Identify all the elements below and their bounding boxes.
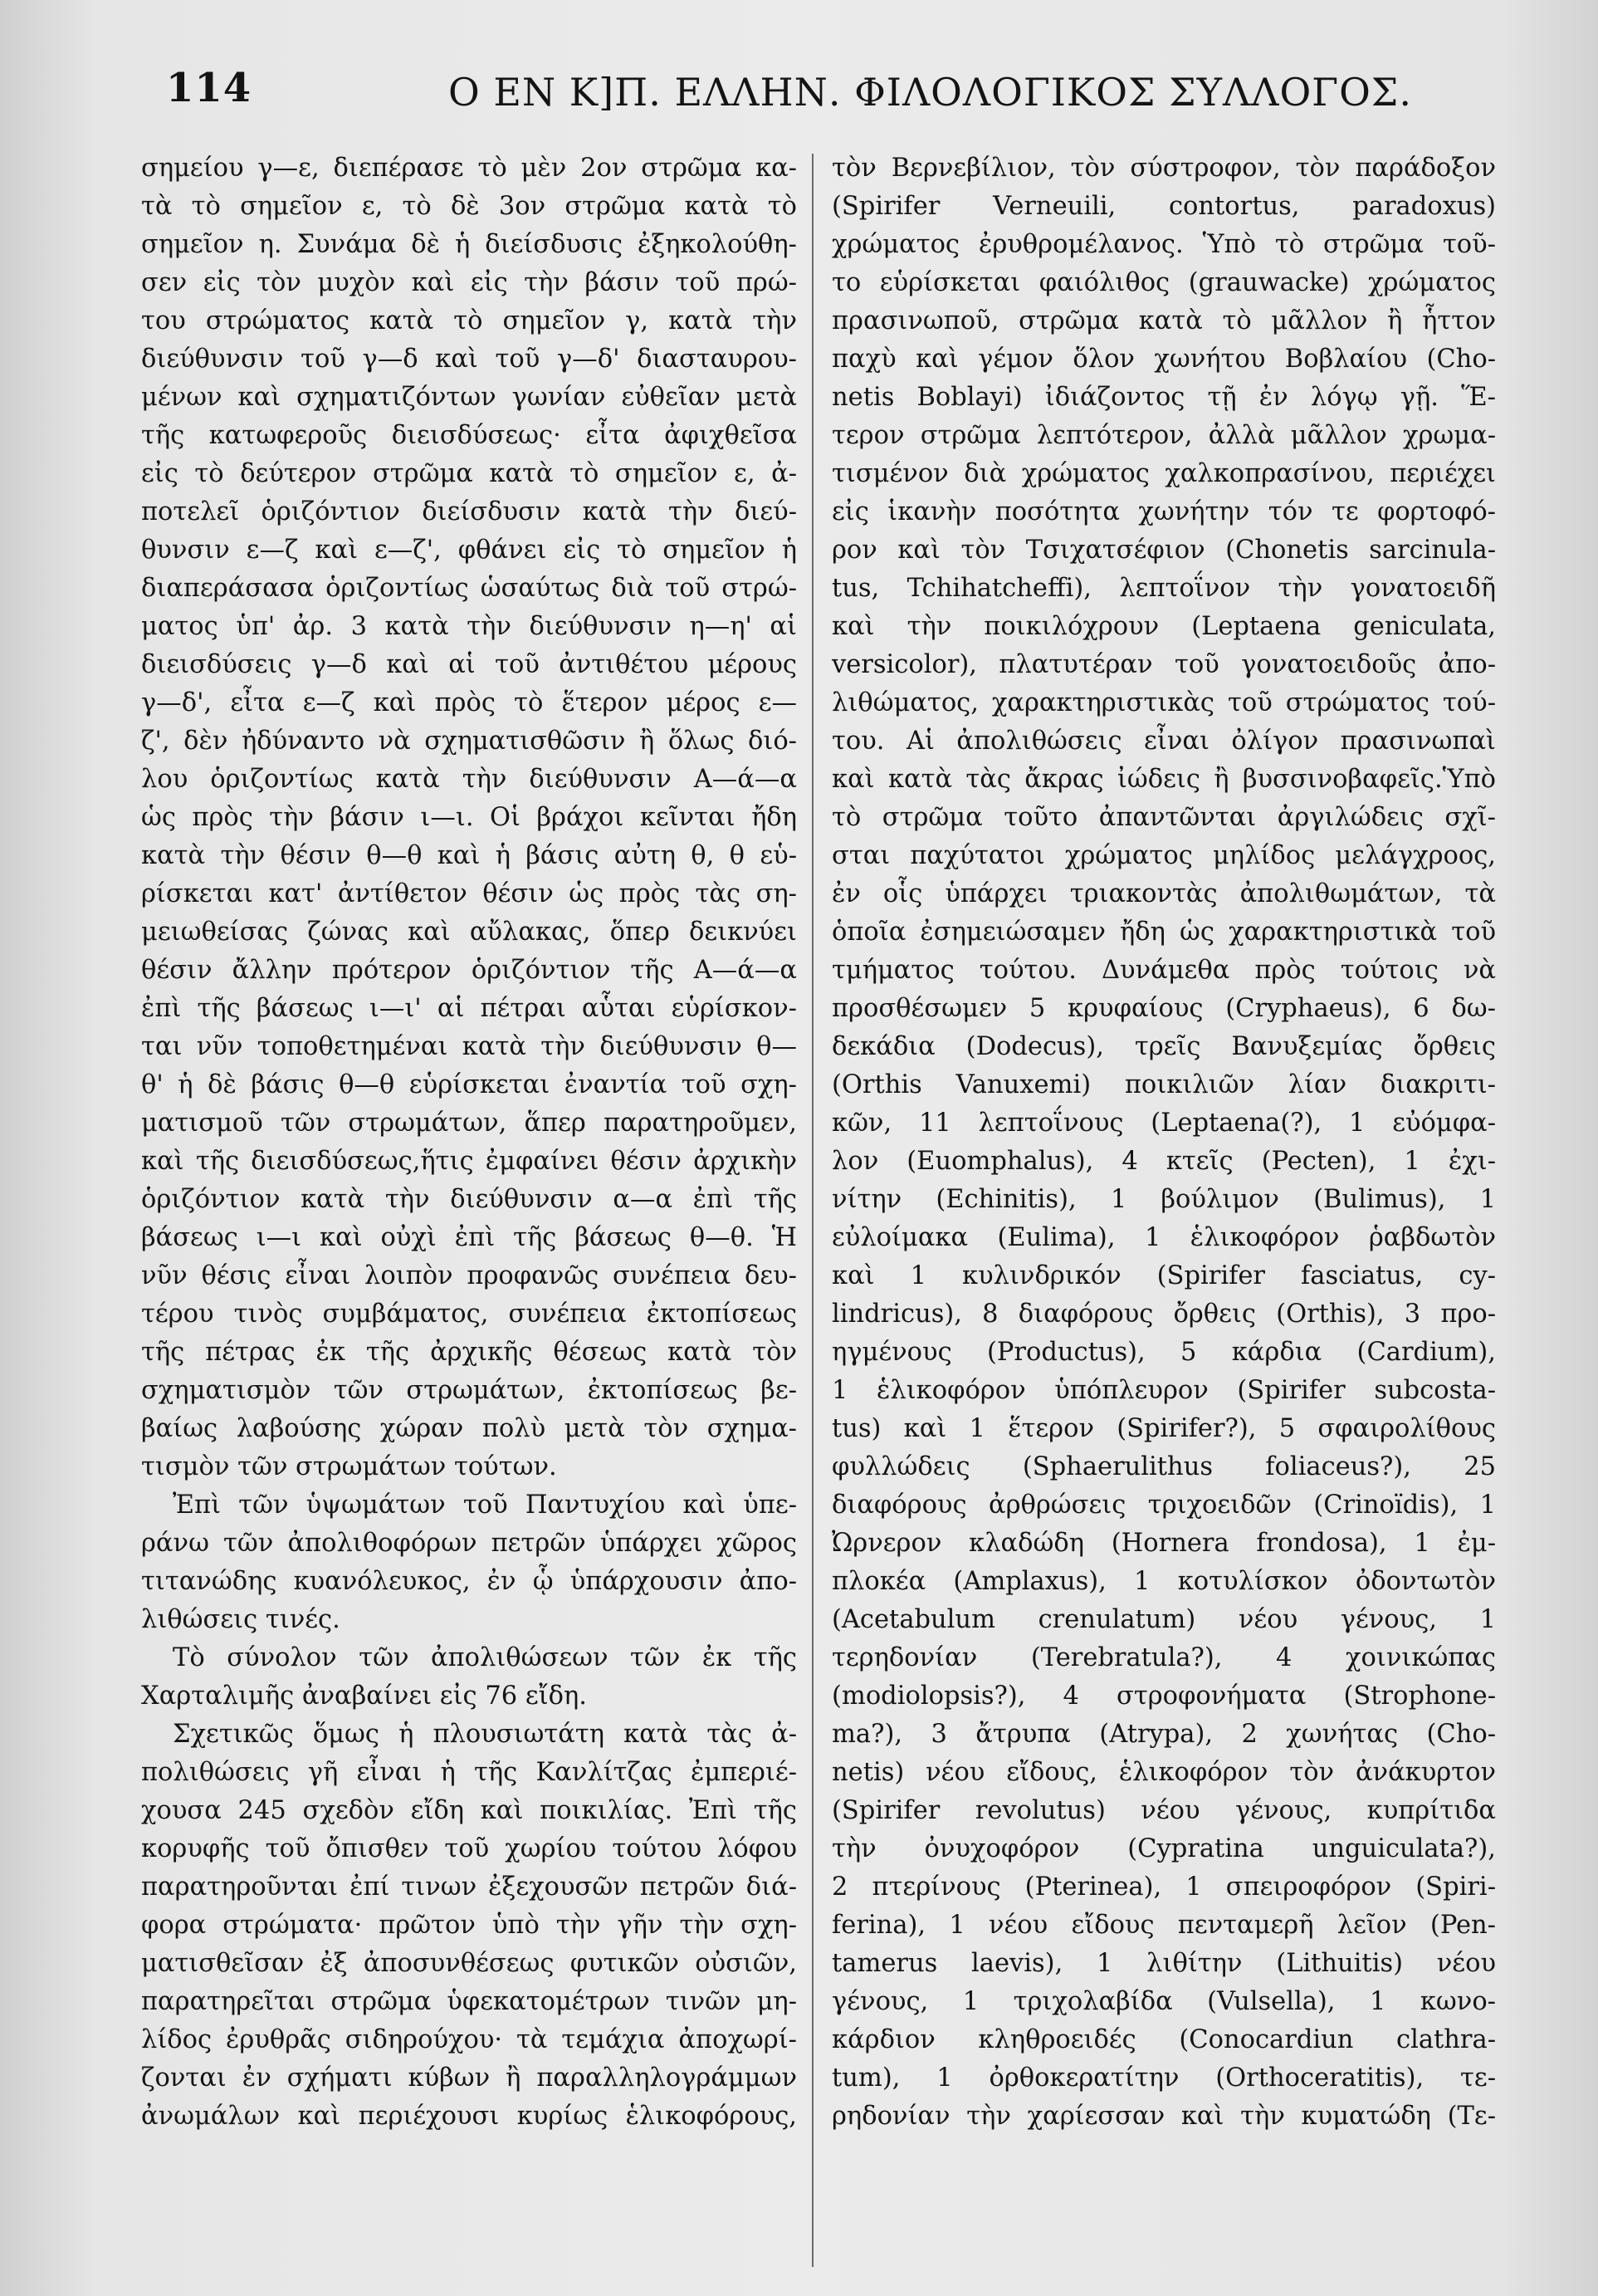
text-line: Τὸ σύνολον τῶν ἀπολιθώσεων τῶν ἐκ τῆς bbox=[173, 1643, 797, 1672]
text-line: ρίσκεται κατ' ἀντίθετον θέσιν ὡς πρὸς τὰς ση- bbox=[141, 879, 797, 908]
text-line: ποτελεῖ ὁριζόντιον διείσδυσιν κατὰ τὴν διεύ- bbox=[141, 497, 797, 526]
text-line: (modiolopsis?), 4 στροφονήματα (Strophone- bbox=[832, 1682, 1496, 1711]
text-line: νίτην (Echinitis), 1 βούλιμον (Bulimus), 1 bbox=[832, 1185, 1496, 1214]
text-line: γένους, 1 τριχολαβίδα (Vulsella), 1 κωνο- bbox=[832, 1987, 1496, 2016]
text-line: ματος ὑπ' ἀρ. 3 κατὰ τὴν διεύθυνσιν η—η' αἱ bbox=[141, 612, 797, 641]
text-line: tus) καὶ 1 ἕτερον (Spirifer?), 5 σφαιρολίθους bbox=[832, 1414, 1496, 1443]
text-line: καὶ τὴν ποικιλόχρουν (Leptaena geniculata, bbox=[832, 612, 1496, 641]
text-line: φορα στρώματα· πρῶτον ὑπὸ τὴν γῆν τὴν σχη- bbox=[141, 1911, 797, 1940]
text-line: δεκάδια (Dodecus), τρεῖς Βανυξεμίας ὄρθεις bbox=[832, 1032, 1496, 1061]
text-line: (Spirifer revolutus) νέου γένους, κυπρίτιδα bbox=[832, 1796, 1496, 1825]
text-line: σημεῖον η. Συνάμα δὲ ἡ διείσδυσις ἐξηκολούθη- bbox=[141, 230, 797, 259]
text-line: ὁποῖα ἐσημειώσαμεν ἤδη ὡς χαρακτηριστικὰ τοῦ bbox=[832, 918, 1496, 947]
text-line: παρατηροῦνται ἐπί τινων ἐξεχουσῶν πετρῶν διά- bbox=[141, 1873, 797, 1902]
text-line: εἰς ἱκανὴν ποσότητα χωνήτην τόν τε φορτοφό- bbox=[832, 497, 1496, 526]
text-line: μειωθείσας ζώνας καὶ αὔλακας, ὅπερ δεικνύει bbox=[141, 918, 797, 947]
text-line: βαίως λαβούσης χώραν πολὺ μετὰ τὸν σχημα- bbox=[141, 1414, 797, 1443]
text-line: ὁριζόντιον κατὰ τὴν διεύθυνσιν α—α ἐπὶ τῆς bbox=[141, 1185, 797, 1214]
left-text-column bbox=[141, 149, 797, 2136]
text-line: βάσεως ι—ι καὶ οὐχὶ ἐπὶ τῆς βάσεως θ—θ. Ἡ bbox=[141, 1223, 797, 1252]
text-line: σται παχύτατοι χρώματος μηλίδος μελάγχροος, bbox=[832, 841, 1496, 870]
text-line: κάρδιον κληθροειδές (Conocardiun clathra- bbox=[832, 2025, 1496, 2054]
text-line: μένων καὶ σχηματιζόντων γωνίαν εὐθεῖαν μετὰ bbox=[141, 383, 797, 412]
text-line: χρώματος ἐρυθρομέλανος. Ὑπὸ τὸ στρῶμα τοῦ- bbox=[832, 230, 1496, 259]
text-line: θυνσιν ε—ζ καὶ ε—ζ', φθάνει εἰς τὸ σημεῖον ἡ bbox=[141, 536, 797, 565]
text-line: Ἐπὶ τῶν ὑψωμάτων τοῦ Παντυχίου καὶ ὑπε- bbox=[173, 1491, 797, 1520]
text-line: καὶ τῆς διεισδύσεως,ἥτις ἐμφαίνει θέσιν ἀρχικὴν bbox=[141, 1147, 797, 1176]
text-line: κατὰ τὴν θέσιν θ—θ καὶ ἡ βάσις αὐτη θ, θ εὑ- bbox=[141, 841, 797, 870]
text-line: τὴν ὀνυχοφόρον (Cypratina unguiculata?), bbox=[832, 1834, 1496, 1863]
text-line: τῆς κατωφεροῦς διεισδύσεως· εἶτα ἀφιχθεῖσα bbox=[141, 421, 797, 450]
text-line: λιθώσεις τινές. bbox=[141, 1605, 340, 1634]
text-line: ματισθεῖσαν ἐξ ἀποσυνθέσεως φυτικῶν οὐσιῶν, bbox=[141, 1949, 797, 1978]
text-line: λιθώματος, χαρακτηριστικὰς τοῦ στρώματος τού- bbox=[832, 688, 1496, 717]
text-line: tum), 1 ὀρθοκερατίτην (Orthoceratitis), τε- bbox=[832, 2063, 1496, 2093]
text-line: διεύθυνσιν τοῦ γ—δ καὶ τοῦ γ—δ' διασταυρου- bbox=[141, 345, 797, 374]
text-line: τιτανώδης κυανόλευκος, ἐν ᾧ ὑπάρχουσιν ἀπο- bbox=[141, 1567, 797, 1596]
text-line: προσθέσωμεν 5 κρυφαίους (Cryphaeus), 6 δω- bbox=[832, 994, 1496, 1023]
text-line: netis) νέου εἴδους, ἑλικοφόρον τὸν ἀνάκυρτον bbox=[832, 1758, 1496, 1787]
text-line: του. Αἱ ἀπολιθώσεις εἶναι ὀλίγον πρασινωπαὶ bbox=[832, 727, 1496, 756]
text-line: διαπεράσασα ὁριζοντίως ὡσαύτως διὰ τοῦ στρώ- bbox=[141, 574, 797, 603]
text-line: σημείου γ—ε, διεπέρασε τὸ μὲν 2ον στρῶμα κα- bbox=[141, 154, 797, 183]
text-line: ὡς πρὸς τὴν βάσιν ι—ι. Οἱ βράχοι κεῖνται ἤδη bbox=[141, 803, 797, 832]
text-line: (Spirifer Verneuili, contortus, paradoxus) bbox=[832, 192, 1496, 221]
text-line: εἰς τὸ δεύτερον στρῶμα κατὰ τὸ σημεῖον ε, ἀ- bbox=[141, 459, 797, 488]
running-title: Ο ΕΝ Κ]Π. ΕΛΛΗΝ. ΦΙΛΟΛΟΓΙΚΟΣ ΣΥΛΛΟΓΟΣ. bbox=[448, 70, 1412, 115]
text-line: εὐλοίμακα (Eulima), 1 ἑλικοφόρον ῥαβδωτὸν bbox=[832, 1223, 1496, 1252]
text-line: Σχετικῶς ὅμως ἡ πλουσιωτάτη κατὰ τὰς ἀ- bbox=[173, 1720, 797, 1749]
text-line: tamerus laevis), 1 λιθίτην (Lithuitis) νέου bbox=[832, 1949, 1496, 1978]
text-line: φυλλώδεις (Sphaerulithus foliaceus?), 25 bbox=[832, 1452, 1496, 1481]
text-line: Ὠρνερον κλαδώδη (Hornera frondosa), 1 ἐμ- bbox=[832, 1529, 1496, 1558]
text-line: τέρου τινὸς συμβάματος, συνέπεια ἐκτοπίσεως bbox=[141, 1300, 797, 1329]
text-line: ται νῦν τοποθετημέναι κατὰ τὴν διεύθυνσιν θ— bbox=[141, 1032, 797, 1061]
column-divider bbox=[812, 154, 814, 2267]
text-line: θ' ἡ δὲ βάσις θ—θ εὑρίσκεται ἐναντία τοῦ σχη- bbox=[141, 1070, 797, 1099]
text-line: ζ', δὲν ἠδύναντο νὰ σχηματισθῶσιν ἢ ὅλως διό- bbox=[141, 727, 797, 756]
text-line: ferina), 1 νέου εἴδους πενταμερῆ λεῖον (Pen- bbox=[832, 1911, 1496, 1940]
text-line: 1 ἑλικοφόρον ὑπόπλευρον (Spirifer subcosta- bbox=[832, 1376, 1496, 1405]
text-line: τμήματος τούτου. Δυνάμεθα πρὸς τούτοις νὰ bbox=[832, 956, 1496, 985]
text-line: καὶ 1 κυλινδρικόν (Spirifer fasciatus, cy- bbox=[832, 1261, 1496, 1290]
text-line: τὸν Βερνεβίλιον, τὸν σύστροφον, τὸν παράδοξον bbox=[832, 154, 1496, 183]
text-line: τερηδονίαν (Terebratula?), 4 χοινικώπας bbox=[832, 1643, 1496, 1672]
text-line: ρηδονίαν τὴν χαρίεσσαν καὶ τὴν κυματώδη (Τε- bbox=[832, 2102, 1496, 2131]
text-line: Χαρταλιμῆς ἀναβαίνει εἰς 76 εἴδη. bbox=[141, 1682, 587, 1711]
text-line: σχηματισμὸν τῶν στρωμάτων, ἐκτοπίσεως βε- bbox=[141, 1376, 797, 1405]
text-line: νῦν θέσις εἶναι λοιπὸν προφανῶς συνέπεια δευ- bbox=[141, 1261, 797, 1290]
text-line: λον (Euomphalus), 4 κτεῖς (Pecten), 1 ἐχι- bbox=[832, 1147, 1496, 1176]
text-line: tus, Tchihatcheffi), λεπτοΐνον τὴν γονατοειδῆ bbox=[832, 574, 1496, 603]
text-line: παχὺ καὶ γέμον ὅλον χωνήτου Βοβλαίου (Cho- bbox=[832, 345, 1496, 374]
text-line: τῆς πέτρας ἐκ τῆς ἀρχικῆς θέσεως κατὰ τὸν bbox=[141, 1338, 797, 1367]
text-line: ma?), 3 ἄτρυπα (Atrypa), 2 χωνήτας (Cho- bbox=[832, 1720, 1496, 1749]
text-line: καὶ κατὰ τὰς ἄκρας ἰώδεις ἢ βυσσινοβαφεῖς.Ὑπὸ bbox=[832, 765, 1496, 794]
text-line: κῶν, 11 λεπτοΐνους (Leptaena(?), 1 εὐόμφα- bbox=[832, 1109, 1496, 1138]
text-line: σεν εἰς τὸν μυχὸν καὶ εἰς τὴν βάσιν τοῦ πρώ- bbox=[141, 268, 797, 297]
text-line: γ—δ', εἶτα ε—ζ καὶ πρὸς τὸ ἕτερον μέρος ε— bbox=[141, 688, 797, 717]
text-line: ἀνωμάλων καὶ περιέχουσι κυρίως ἑλικοφόρους, bbox=[141, 2102, 797, 2131]
text-line: λου ὁριζοντίως κατὰ τὴν διεύθυνσιν Α—ά—α bbox=[141, 765, 797, 794]
text-line: τισμένον διὰ χρώματος χαλκοπρασίνου, περιέχει bbox=[832, 459, 1496, 488]
text-line: versicolor), πλατυτέραν τοῦ γονατοειδοῦς ἀπο- bbox=[832, 650, 1496, 679]
text-line: ἐν οἷς ὑπάρχει τριακοντὰς ἀπολιθωμάτων, τὰ bbox=[832, 879, 1496, 908]
text-line: κορυφῆς τοῦ ὄπισθεν τοῦ χωρίου τούτου λόφου bbox=[141, 1834, 797, 1863]
text-line: το εὑρίσκεται φαιόλιθος (grauwacke) χρώματος bbox=[832, 268, 1496, 297]
text-line: 2 πτερίνους (Pterinea), 1 σπειροφόρον (Spiri- bbox=[832, 1873, 1496, 1902]
text-line: ζονται ἐν σχήματι κύβων ἢ παραλληλογράμμων bbox=[141, 2063, 797, 2093]
text-line: lindricus), 8 διαφόρους ὄρθεις (Orthis), 3 προ- bbox=[832, 1300, 1496, 1329]
text-line: (Orthis Vanuxemi) ποικιλιῶν λίαν διακριτι- bbox=[832, 1070, 1496, 1099]
text-line: παρατηρεῖται στρῶμα ὑφεκατομέτρων τινῶν μη- bbox=[141, 1987, 797, 2016]
text-line: ἐπὶ τῆς βάσεως ι—ι' αἱ πέτραι αὗται εὑρίσκον- bbox=[141, 994, 797, 1023]
text-line: διαφόρους ἀρθρώσεις τριχοειδῶν (Crinoïdis), 1 bbox=[832, 1491, 1496, 1520]
page-header bbox=[166, 65, 1461, 140]
text-line: ράνω τῶν ἀπολιθοφόρων πετρῶν ὑπάρχει χῶρος bbox=[141, 1529, 797, 1558]
text-line: διεισδύσεις γ—δ καὶ αἱ τοῦ ἀντιθέτου μέρους bbox=[141, 650, 797, 679]
text-line: πλοκέα (Amplaxus), 1 κοτυλίσκον ὀδοντωτὸν bbox=[832, 1567, 1496, 1596]
text-line: τερον στρῶμα λεπτότερον, ἀλλὰ μᾶλλον χρωμα- bbox=[832, 421, 1496, 450]
text-line: πολιθώσεις γῆ εἶναι ἡ τῆς Κανλίτζας ἐμπεριέ- bbox=[141, 1758, 797, 1787]
text-line: netis Boblayi) ἰδιάζοντος τῇ ἐν λόγῳ γῇ. Ἕ- bbox=[832, 383, 1496, 412]
text-line: τὸ στρῶμα τοῦτο ἀπαντῶνται ἀργιλώδεις σχῖ- bbox=[832, 803, 1496, 832]
text-line: του στρώματος κατὰ τὸ σημεῖον γ, κατὰ τὴν bbox=[141, 306, 797, 335]
text-line: τισμὸν τῶν στρωμάτων τούτων. bbox=[141, 1452, 557, 1481]
text-line: ματισμοῦ τῶν στρωμάτων, ἅπερ παρατηροῦμεν, bbox=[141, 1109, 797, 1138]
text-line: χουσα 245 σχεδὸν εἴδη καὶ ποικιλίας. Ἐπὶ τῆς bbox=[141, 1796, 797, 1825]
text-line: λίδος ἐρυθρᾶς σιδηρούχου· τὰ τεμάχια ἀποχωρί- bbox=[141, 2025, 797, 2054]
page-number: 114 bbox=[166, 65, 252, 111]
text-line: πρασινωποῦ, στρῶμα κατὰ τὸ μᾶλλον ἢ ἧττον bbox=[832, 306, 1496, 335]
text-line: ρον καὶ τὸν Τσιχατσέφιον (Chonetis sarcinula- bbox=[832, 536, 1496, 565]
text-line: ηγμένους (Productus), 5 κάρδια (Cardium), bbox=[832, 1338, 1496, 1367]
text-line: (Acetabulum crenulatum) νέου γένους, 1 bbox=[832, 1605, 1496, 1634]
right-text-column bbox=[832, 149, 1496, 2136]
text-line: τὰ τὸ σημεῖον ε, τὸ δὲ 3ον στρῶμα κατὰ τὸ bbox=[141, 192, 797, 221]
text-line: θέσιν ἄλλην πρότερον ὁριζόντιον τῆς Α—ά—α bbox=[141, 956, 797, 985]
